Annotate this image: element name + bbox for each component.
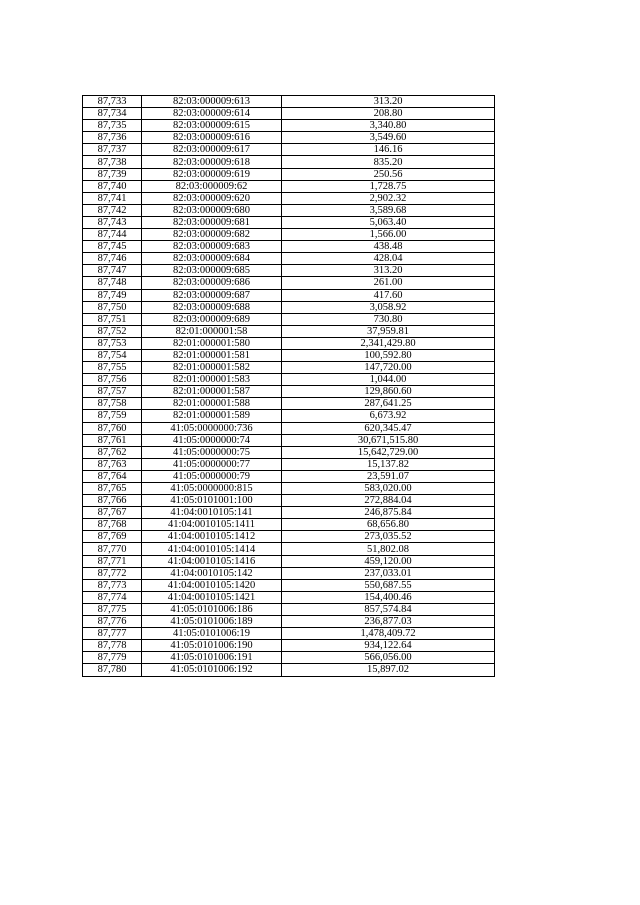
row-number-cell: 87,768 (83, 519, 142, 531)
value-cell: 208.80 (282, 108, 495, 120)
table-row (83, 640, 495, 652)
row-number-cell: 87,739 (83, 168, 142, 180)
row-number-cell: 87,770 (83, 543, 142, 555)
row-number-cell: 87,754 (83, 349, 142, 361)
cadastral-number-cell: 41:05:0101006:19 (142, 628, 282, 640)
row-number-cell: 87,764 (83, 470, 142, 482)
value-cell: 857,574.84 (282, 603, 495, 615)
cadastral-number-cell: 82:03:000009:616 (142, 132, 282, 144)
cadastral-number-cell: 41:05:0000000:75 (142, 446, 282, 458)
cadastral-number-cell: 82:01:000001:582 (142, 362, 282, 374)
table-row (83, 616, 495, 628)
value-cell: 2,902.32 (282, 192, 495, 204)
value-cell: 6,673.92 (282, 410, 495, 422)
value-cell: 417.60 (282, 289, 495, 301)
value-cell: 1,044.00 (282, 374, 495, 386)
value-cell: 154,400.46 (282, 591, 495, 603)
cadastral-number-cell: 82:03:000009:683 (142, 241, 282, 253)
value-cell: 2,341,429.80 (282, 337, 495, 349)
table-row (83, 96, 495, 108)
value-cell: 15,897.02 (282, 664, 495, 676)
table-row (83, 652, 495, 664)
table-body (83, 96, 495, 677)
row-number-cell: 87,750 (83, 301, 142, 313)
row-number-cell: 87,779 (83, 652, 142, 664)
value-cell: 1,728.75 (282, 180, 495, 192)
value-cell: 550,687.55 (282, 579, 495, 591)
value-cell: 5,063.40 (282, 216, 495, 228)
table-row (83, 374, 495, 386)
table-row (83, 458, 495, 470)
cadastral-number-cell: 82:03:000009:680 (142, 204, 282, 216)
row-number-cell: 87,759 (83, 410, 142, 422)
table-row (83, 519, 495, 531)
cadastral-number-cell: 41:05:0101006:189 (142, 616, 282, 628)
value-cell: 15,642,729.00 (282, 446, 495, 458)
cadastral-number-cell: 41:05:0000000:736 (142, 422, 282, 434)
value-cell: 313.20 (282, 265, 495, 277)
table-row (83, 591, 495, 603)
value-cell: 438.48 (282, 241, 495, 253)
value-cell: 3,549.60 (282, 132, 495, 144)
cadastral-number-cell: 82:01:000001:581 (142, 349, 282, 361)
cadastral-number-cell: 41:05:0101006:190 (142, 640, 282, 652)
table-row (83, 434, 495, 446)
table-row (83, 289, 495, 301)
row-number-cell: 87,733 (83, 96, 142, 108)
cadastral-number-cell: 82:03:000009:619 (142, 168, 282, 180)
cadastral-number-cell: 41:04:0010105:1412 (142, 531, 282, 543)
value-cell: 287,641.25 (282, 398, 495, 410)
table-row (83, 265, 495, 277)
cadastral-number-cell: 41:04:0010105:142 (142, 567, 282, 579)
table-row (83, 579, 495, 591)
cadastral-number-cell: 82:03:000009:682 (142, 229, 282, 241)
value-cell: 3,589.68 (282, 204, 495, 216)
table-row (83, 204, 495, 216)
row-number-cell: 87,766 (83, 495, 142, 507)
row-number-cell: 87,758 (83, 398, 142, 410)
cadastral-number-cell: 41:05:0101001:100 (142, 495, 282, 507)
value-cell: 1,478,409.72 (282, 628, 495, 640)
cadastral-number-cell: 82:03:000009:613 (142, 96, 282, 108)
row-number-cell: 87,748 (83, 277, 142, 289)
table-row (83, 108, 495, 120)
table-row (83, 229, 495, 241)
cadastral-number-cell: 41:05:0101006:192 (142, 664, 282, 676)
row-number-cell: 87,772 (83, 567, 142, 579)
row-number-cell: 87,753 (83, 337, 142, 349)
value-cell: 566,056.00 (282, 652, 495, 664)
value-cell: 100,592.80 (282, 349, 495, 361)
cadastral-number-cell: 82:03:000009:615 (142, 120, 282, 132)
cadastral-number-cell: 41:05:0000000:815 (142, 483, 282, 495)
row-number-cell: 87,749 (83, 289, 142, 301)
cadastral-number-cell: 82:03:000009:62 (142, 180, 282, 192)
value-cell: 934,122.64 (282, 640, 495, 652)
table-row (83, 470, 495, 482)
cadastral-number-cell: 82:03:000009:681 (142, 216, 282, 228)
row-number-cell: 87,737 (83, 144, 142, 156)
cadastral-number-cell: 41:04:0010105:1414 (142, 543, 282, 555)
row-number-cell: 87,778 (83, 640, 142, 652)
row-number-cell: 87,747 (83, 265, 142, 277)
value-cell: 620,345.47 (282, 422, 495, 434)
table-row (83, 349, 495, 361)
table-row (83, 337, 495, 349)
row-number-cell: 87,760 (83, 422, 142, 434)
row-number-cell: 87,740 (83, 180, 142, 192)
table-row (83, 277, 495, 289)
value-cell: 583,020.00 (282, 483, 495, 495)
table-row (83, 156, 495, 168)
row-number-cell: 87,742 (83, 204, 142, 216)
row-number-cell: 87,757 (83, 386, 142, 398)
table-row (83, 216, 495, 228)
table-row (83, 120, 495, 132)
row-number-cell: 87,765 (83, 483, 142, 495)
cadastral-number-cell: 82:03:000009:688 (142, 301, 282, 313)
table-row (83, 446, 495, 458)
cadastral-number-cell: 82:01:000001:587 (142, 386, 282, 398)
cadastral-number-cell: 41:04:0010105:1420 (142, 579, 282, 591)
row-number-cell: 87,780 (83, 664, 142, 676)
table-row (83, 567, 495, 579)
cadastral-number-cell: 41:04:0010105:1416 (142, 555, 282, 567)
row-number-cell: 87,756 (83, 374, 142, 386)
row-number-cell: 87,734 (83, 108, 142, 120)
row-number-cell: 87,738 (83, 156, 142, 168)
table-row (83, 144, 495, 156)
row-number-cell: 87,763 (83, 458, 142, 470)
value-cell: 3,058.92 (282, 301, 495, 313)
cadastral-number-cell: 82:01:000001:583 (142, 374, 282, 386)
value-cell: 428.04 (282, 253, 495, 265)
table-row (83, 664, 495, 676)
row-number-cell: 87,771 (83, 555, 142, 567)
row-number-cell: 87,769 (83, 531, 142, 543)
row-number-cell: 87,741 (83, 192, 142, 204)
cadastral-number-cell: 41:05:0101006:191 (142, 652, 282, 664)
table-row (83, 132, 495, 144)
table-row (83, 253, 495, 265)
table-row (83, 362, 495, 374)
value-cell: 23,591.07 (282, 470, 495, 482)
row-number-cell: 87,752 (83, 325, 142, 337)
row-number-cell: 87,746 (83, 253, 142, 265)
table-row (83, 386, 495, 398)
table-row (83, 603, 495, 615)
row-number-cell: 87,776 (83, 616, 142, 628)
value-cell: 250.56 (282, 168, 495, 180)
table-row (83, 325, 495, 337)
value-cell: 129,860.60 (282, 386, 495, 398)
row-number-cell: 87,762 (83, 446, 142, 458)
cadastral-number-cell: 82:03:000009:686 (142, 277, 282, 289)
value-cell: 261.00 (282, 277, 495, 289)
row-number-cell: 87,774 (83, 591, 142, 603)
row-number-cell: 87,773 (83, 579, 142, 591)
cadastral-number-cell: 41:05:0101006:186 (142, 603, 282, 615)
cadastral-number-cell: 41:04:0010105:141 (142, 507, 282, 519)
table-row (83, 241, 495, 253)
cadastral-number-cell: 41:04:0010105:1421 (142, 591, 282, 603)
table-row (83, 531, 495, 543)
value-cell: 730.80 (282, 313, 495, 325)
value-cell: 1,566.00 (282, 229, 495, 241)
value-cell: 37,959.81 (282, 325, 495, 337)
table-row (83, 180, 495, 192)
cadastral-number-cell: 82:03:000009:687 (142, 289, 282, 301)
value-cell: 15,137.82 (282, 458, 495, 470)
cadastral-number-cell: 82:03:000009:620 (142, 192, 282, 204)
cadastral-number-cell: 41:05:0000000:79 (142, 470, 282, 482)
row-number-cell: 87,745 (83, 241, 142, 253)
cadastral-number-cell: 82:03:000009:614 (142, 108, 282, 120)
table-row (83, 483, 495, 495)
value-cell: 272,884.04 (282, 495, 495, 507)
cadastral-number-cell: 41:05:0000000:77 (142, 458, 282, 470)
cadastral-number-cell: 82:01:000001:58 (142, 325, 282, 337)
value-cell: 236,877.03 (282, 616, 495, 628)
table-row (83, 398, 495, 410)
value-cell: 237,033.01 (282, 567, 495, 579)
cadastral-number-cell: 82:03:000009:685 (142, 265, 282, 277)
value-cell: 313.20 (282, 96, 495, 108)
value-cell: 3,340.80 (282, 120, 495, 132)
value-cell: 835.20 (282, 156, 495, 168)
row-number-cell: 87,775 (83, 603, 142, 615)
value-cell: 459,120.00 (282, 555, 495, 567)
cadastral-number-cell: 82:03:000009:689 (142, 313, 282, 325)
table-row (83, 168, 495, 180)
value-cell: 246,875.84 (282, 507, 495, 519)
cadastral-number-cell: 82:03:000009:684 (142, 253, 282, 265)
value-cell: 51,802.08 (282, 543, 495, 555)
row-number-cell: 87,777 (83, 628, 142, 640)
cadastral-number-cell: 41:05:0000000:74 (142, 434, 282, 446)
row-number-cell: 87,744 (83, 229, 142, 241)
table-row (83, 192, 495, 204)
cadastral-number-cell: 82:03:000009:618 (142, 156, 282, 168)
row-number-cell: 87,755 (83, 362, 142, 374)
cadastral-number-cell: 82:03:000009:617 (142, 144, 282, 156)
cadastral-number-cell: 82:01:000001:588 (142, 398, 282, 410)
table-row (83, 313, 495, 325)
table-row (83, 301, 495, 313)
row-number-cell: 87,736 (83, 132, 142, 144)
value-cell: 30,671,515.80 (282, 434, 495, 446)
row-number-cell: 87,767 (83, 507, 142, 519)
row-number-cell: 87,761 (83, 434, 142, 446)
table-row (83, 410, 495, 422)
row-number-cell: 87,751 (83, 313, 142, 325)
value-cell: 273,035.52 (282, 531, 495, 543)
value-cell: 68,656.80 (282, 519, 495, 531)
row-number-cell: 87,743 (83, 216, 142, 228)
table-row (83, 555, 495, 567)
row-number-cell: 87,735 (83, 120, 142, 132)
value-cell: 146.16 (282, 144, 495, 156)
cadastral-number-cell: 41:04:0010105:1411 (142, 519, 282, 531)
data-table (82, 95, 495, 677)
table-row (83, 543, 495, 555)
table-row (83, 628, 495, 640)
value-cell: 147,720.00 (282, 362, 495, 374)
cadastral-number-cell: 82:01:000001:580 (142, 337, 282, 349)
cadastral-number-cell: 82:01:000001:589 (142, 410, 282, 422)
table-row (83, 422, 495, 434)
table-row (83, 495, 495, 507)
table-row (83, 507, 495, 519)
